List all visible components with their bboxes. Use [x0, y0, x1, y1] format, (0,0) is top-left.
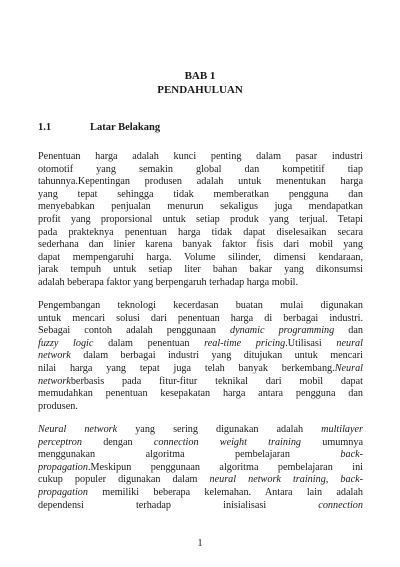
paragraph-line: network dalam berbagai industri yang ditujukan untuk mencari — [38, 350, 363, 362]
paragraph-line: propagation memiliki beberapa kelemahan. Antara lain adalah — [38, 486, 363, 498]
paragraph-line: nilai harga yang tepat juga telah banyak berkembang.Neural — [38, 362, 363, 374]
paragraph-2 — [38, 300, 363, 413]
page-number: 1 — [197, 538, 203, 549]
paragraph-line: Pengembangan teknologi kecerdasan buatan mulai digunakan — [38, 300, 363, 311]
paragraph-line: Neural network yang sering digunakan adalah multilayer — [38, 424, 363, 435]
paragraph-line: yang tepat sehingga tidak memberatkan pengguna dan — [38, 188, 363, 200]
paragraph-line: adalah beberapa faktor yang berpengaruh terhadap harga mobil. — [38, 276, 299, 288]
paragraph-3 — [38, 424, 363, 512]
paragraph-line: sederhana dan linier karena banyak faktor fisis dari mobil yang — [38, 239, 363, 251]
paragraph-line: produsen. — [38, 400, 78, 412]
section-heading — [38, 122, 160, 133]
paragraph-line: dapat mempengaruhi harga. Volume silinder, dimensi kendaraan, — [38, 251, 363, 263]
section-number: 1.1 — [38, 122, 52, 133]
paragraph-line: memudahkan penentuan kesepakatan harga antara pengguna dan — [38, 388, 363, 400]
paragraph-line: dependensi terhadap inisialisasi connection — [38, 499, 363, 511]
paragraph-line: menggunakan algoritma pembelajaran back- — [38, 449, 363, 461]
paragraph-line: networkberbasis pada fitur-fitur teknikal dari mobil dapat — [38, 375, 363, 387]
paragraph-line: pada prakteknya penentuan harga tidak dapat diselesaikan secara — [38, 226, 363, 238]
paragraph-line: profit yang proporsional untuk setiap produk yang terjual. Tetapi — [38, 213, 363, 225]
paragraph-line: otomotif yang semakin global dan kompetitif tiap — [38, 163, 363, 175]
paragraph-line: tahunnya.Kepentingan produsen adalah untuk menentukan harga — [38, 176, 363, 188]
paragraph-line: perceptron dengan connection weight training umumnya — [38, 436, 363, 448]
paragraph-line: propagation.Meskipun penggunaan algoritma pembelajaran ini — [38, 461, 363, 473]
paragraph-line: cukup populer digunakan dalam neural network training, back- — [38, 474, 363, 486]
chapter-label: BAB 1 — [184, 70, 216, 82]
section-title: Latar Belakang — [90, 122, 161, 133]
paragraph-line: jarak tempuh untuk setiap liter bahan bakar yang dikonsumsi — [38, 264, 363, 276]
paragraph-line: menyebabkan penjualan menurun sekaligus juga mendapatkan — [38, 201, 363, 213]
chapter-title: PENDAHULUAN — [157, 84, 243, 96]
paragraph-1 — [38, 151, 363, 290]
paragraph-line: Penentuan harga adalah kunci penting dalam pasar industri — [38, 151, 363, 162]
paragraph-line: untuk mencari solusi dari penentuan harga di berbagai industri. — [38, 312, 363, 324]
paragraph-line: Sebagai contoh adalah penggunaan dynamic programming dan — [38, 325, 363, 337]
paragraph-line: fuzzy logic dalam penentuan real-time pricing.Utilisasi neural — [38, 337, 363, 349]
